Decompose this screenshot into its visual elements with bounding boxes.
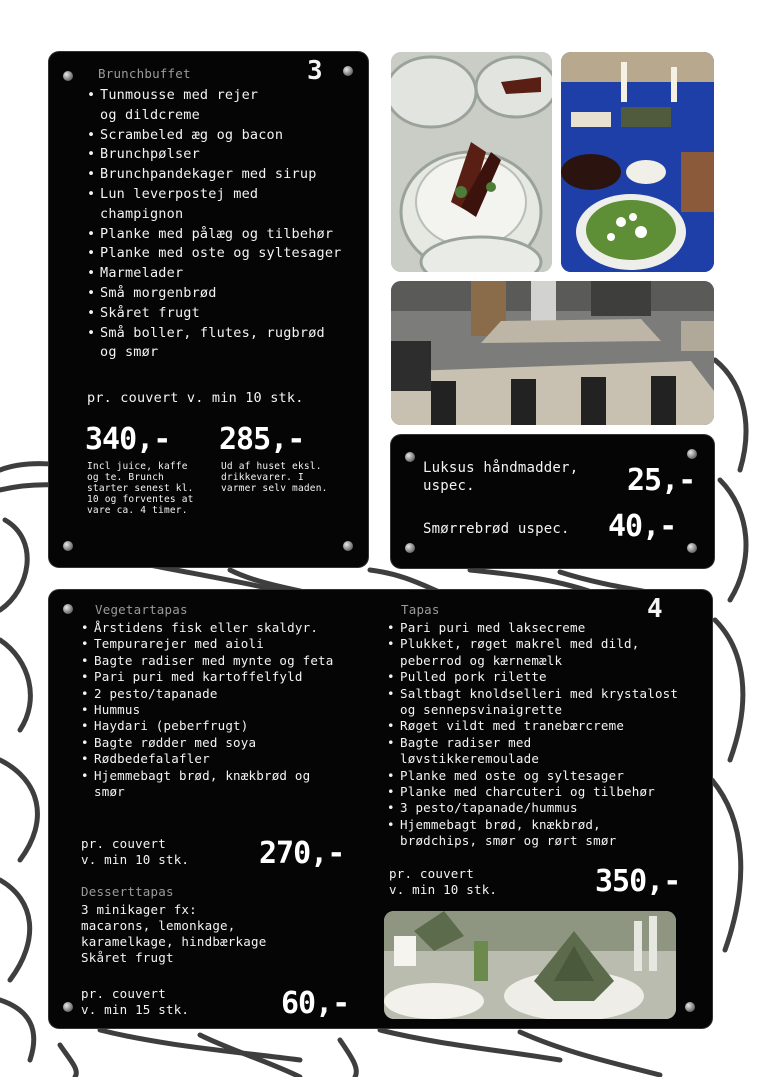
dessert-line: Skåret frugt — [81, 950, 174, 965]
banquet-image — [391, 281, 714, 425]
screw-icon — [63, 604, 73, 614]
list-item: • Haydari (peberfrugt) — [81, 718, 341, 734]
screw-icon — [687, 449, 697, 459]
veg-tapas-list — [81, 620, 341, 800]
list-item: • Planke med charcuteri og tilbehør — [387, 784, 692, 800]
screw-icon — [405, 543, 415, 553]
list-item: • Plukket, røget makrel med dild, peberrod og kærnemælk — [387, 636, 665, 669]
screw-icon — [685, 1002, 695, 1012]
list-item: • Pari puri med kartoffelfyld — [81, 669, 341, 685]
list-item: • 3 pesto/tapanade/hummus — [387, 800, 692, 816]
dessert-couvert-text — [81, 986, 189, 1018]
screw-icon — [63, 1002, 73, 1012]
screw-icon — [343, 66, 353, 76]
list-item: • Hjemmebagt brød, knækbrød, brødchips, smør og rørt smør — [387, 817, 665, 850]
list-item: • 2 pesto/tapanade — [81, 686, 341, 702]
screw-icon — [343, 541, 353, 551]
screw-icon — [405, 452, 415, 462]
price-takeaway: 285,- — [219, 422, 305, 457]
screw-icon — [63, 541, 73, 551]
list-item: • Planke med oste og syltesager — [387, 768, 692, 784]
list-item: • Brunchpølser — [87, 145, 362, 165]
photo-banquet-hall — [391, 281, 714, 425]
list-item: • Små boller, flutes, rugbrød og smør — [87, 324, 330, 364]
jars-image — [391, 52, 552, 272]
veg-price: 270,- — [259, 836, 345, 871]
list-item: • Pari puri med laksecreme — [387, 620, 692, 636]
section-title: Vegetartapas — [95, 602, 188, 617]
list-item: • Bagte radiser med mynte og feta — [81, 653, 339, 669]
photo-buffet-blue — [561, 52, 714, 272]
dessert-text — [81, 902, 266, 966]
price-incl: 340,- — [85, 422, 171, 457]
tapas-list — [387, 620, 692, 850]
dessert-price: 60,- — [281, 986, 350, 1021]
list-item: • Hjemmebagt brød, knækbrød og smør — [81, 768, 339, 801]
list-item: • Skåret frugt — [87, 304, 362, 324]
list-item: • Saltbagt knoldselleri med krystalost og sennepsvinaigrette — [387, 686, 695, 719]
list-item: • Røget vildt med tranebærcreme — [387, 718, 692, 734]
screw-icon — [63, 71, 73, 81]
dessert-line: macarons, lemonkage, — [81, 918, 236, 933]
dessert-line: 3 minikager fx: — [81, 902, 197, 917]
couvert-line: pr. couvert — [81, 986, 166, 1001]
list-item: • Scrambeled æg og bacon — [87, 126, 362, 146]
list-item: • Rødbedefalafler — [81, 751, 341, 767]
napkin-image — [384, 911, 676, 1019]
tapas-price: 350,- — [595, 864, 681, 899]
brunch-board — [49, 52, 368, 567]
veg-couvert-text — [81, 836, 189, 868]
price-incl-note: Incl juice, kaffe og te. Brunch starter senest kl. 10 og forventes at vare ca. 4 timer. — [87, 461, 194, 516]
list-item: • Tempurarejer med aioli — [81, 636, 341, 652]
list-item: • Små morgenbrød — [87, 284, 362, 304]
list-item: • Tunmousse med rejer og dildcreme — [87, 86, 275, 126]
list-item: • Planke med oste og syltesager — [87, 244, 362, 264]
sandwich-label-2: Smørrebrød uspec. — [423, 521, 570, 537]
photo-jars-salmon — [391, 52, 552, 272]
list-item: • Brunchpandekager med sirup — [87, 165, 362, 185]
tapas-couvert-text — [389, 866, 497, 898]
per-couvert-text: pr. couvert v. min 10 stk. — [87, 390, 304, 406]
list-item: • Lun leverpostej med champignon — [87, 185, 285, 225]
price-takeaway-note: Ud af huset eksl. drikkevarer. I varmer selv maden. — [221, 461, 328, 494]
couvert-line: v. min 10 stk. — [389, 882, 498, 897]
section-title: Desserttapas — [81, 884, 174, 899]
photo-table-napkins — [384, 911, 676, 1019]
screw-icon — [687, 543, 697, 553]
brunch-menu-list — [87, 86, 362, 363]
list-item: • Planke med pålæg og tilbehør — [87, 225, 362, 245]
list-item: • Bagte radiser med løvstikkeremoulade — [387, 735, 600, 768]
list-item: • Marmelader — [87, 264, 362, 284]
couvert-line: pr. couvert — [81, 836, 166, 851]
sandwich-label-1: Luksus håndmadder, uspec. — [423, 460, 579, 494]
list-item: • Hummus — [81, 702, 341, 718]
couvert-line: v. min 10 stk. — [81, 852, 190, 867]
sandwich-board — [391, 435, 714, 568]
couvert-line: pr. couvert — [389, 866, 474, 881]
section-title: Brunchbuffet — [98, 66, 191, 81]
tapas-board — [49, 590, 712, 1028]
sandwich-price-2: 40,- — [608, 509, 677, 544]
list-item: • Pulled pork rilette — [387, 669, 692, 685]
buffet-image — [561, 52, 714, 272]
board-number: 3 — [307, 56, 323, 86]
list-item: • Årstidens fisk eller skaldyr. — [81, 620, 341, 636]
board-number: 4 — [647, 594, 663, 624]
list-item: • Bagte rødder med soya — [81, 735, 341, 751]
sandwich-price-1: 25,- — [627, 463, 696, 498]
couvert-line: v. min 15 stk. — [81, 1002, 190, 1017]
section-title: Tapas — [401, 602, 440, 617]
dessert-line: karamelkage, hindbærkage — [81, 934, 267, 949]
